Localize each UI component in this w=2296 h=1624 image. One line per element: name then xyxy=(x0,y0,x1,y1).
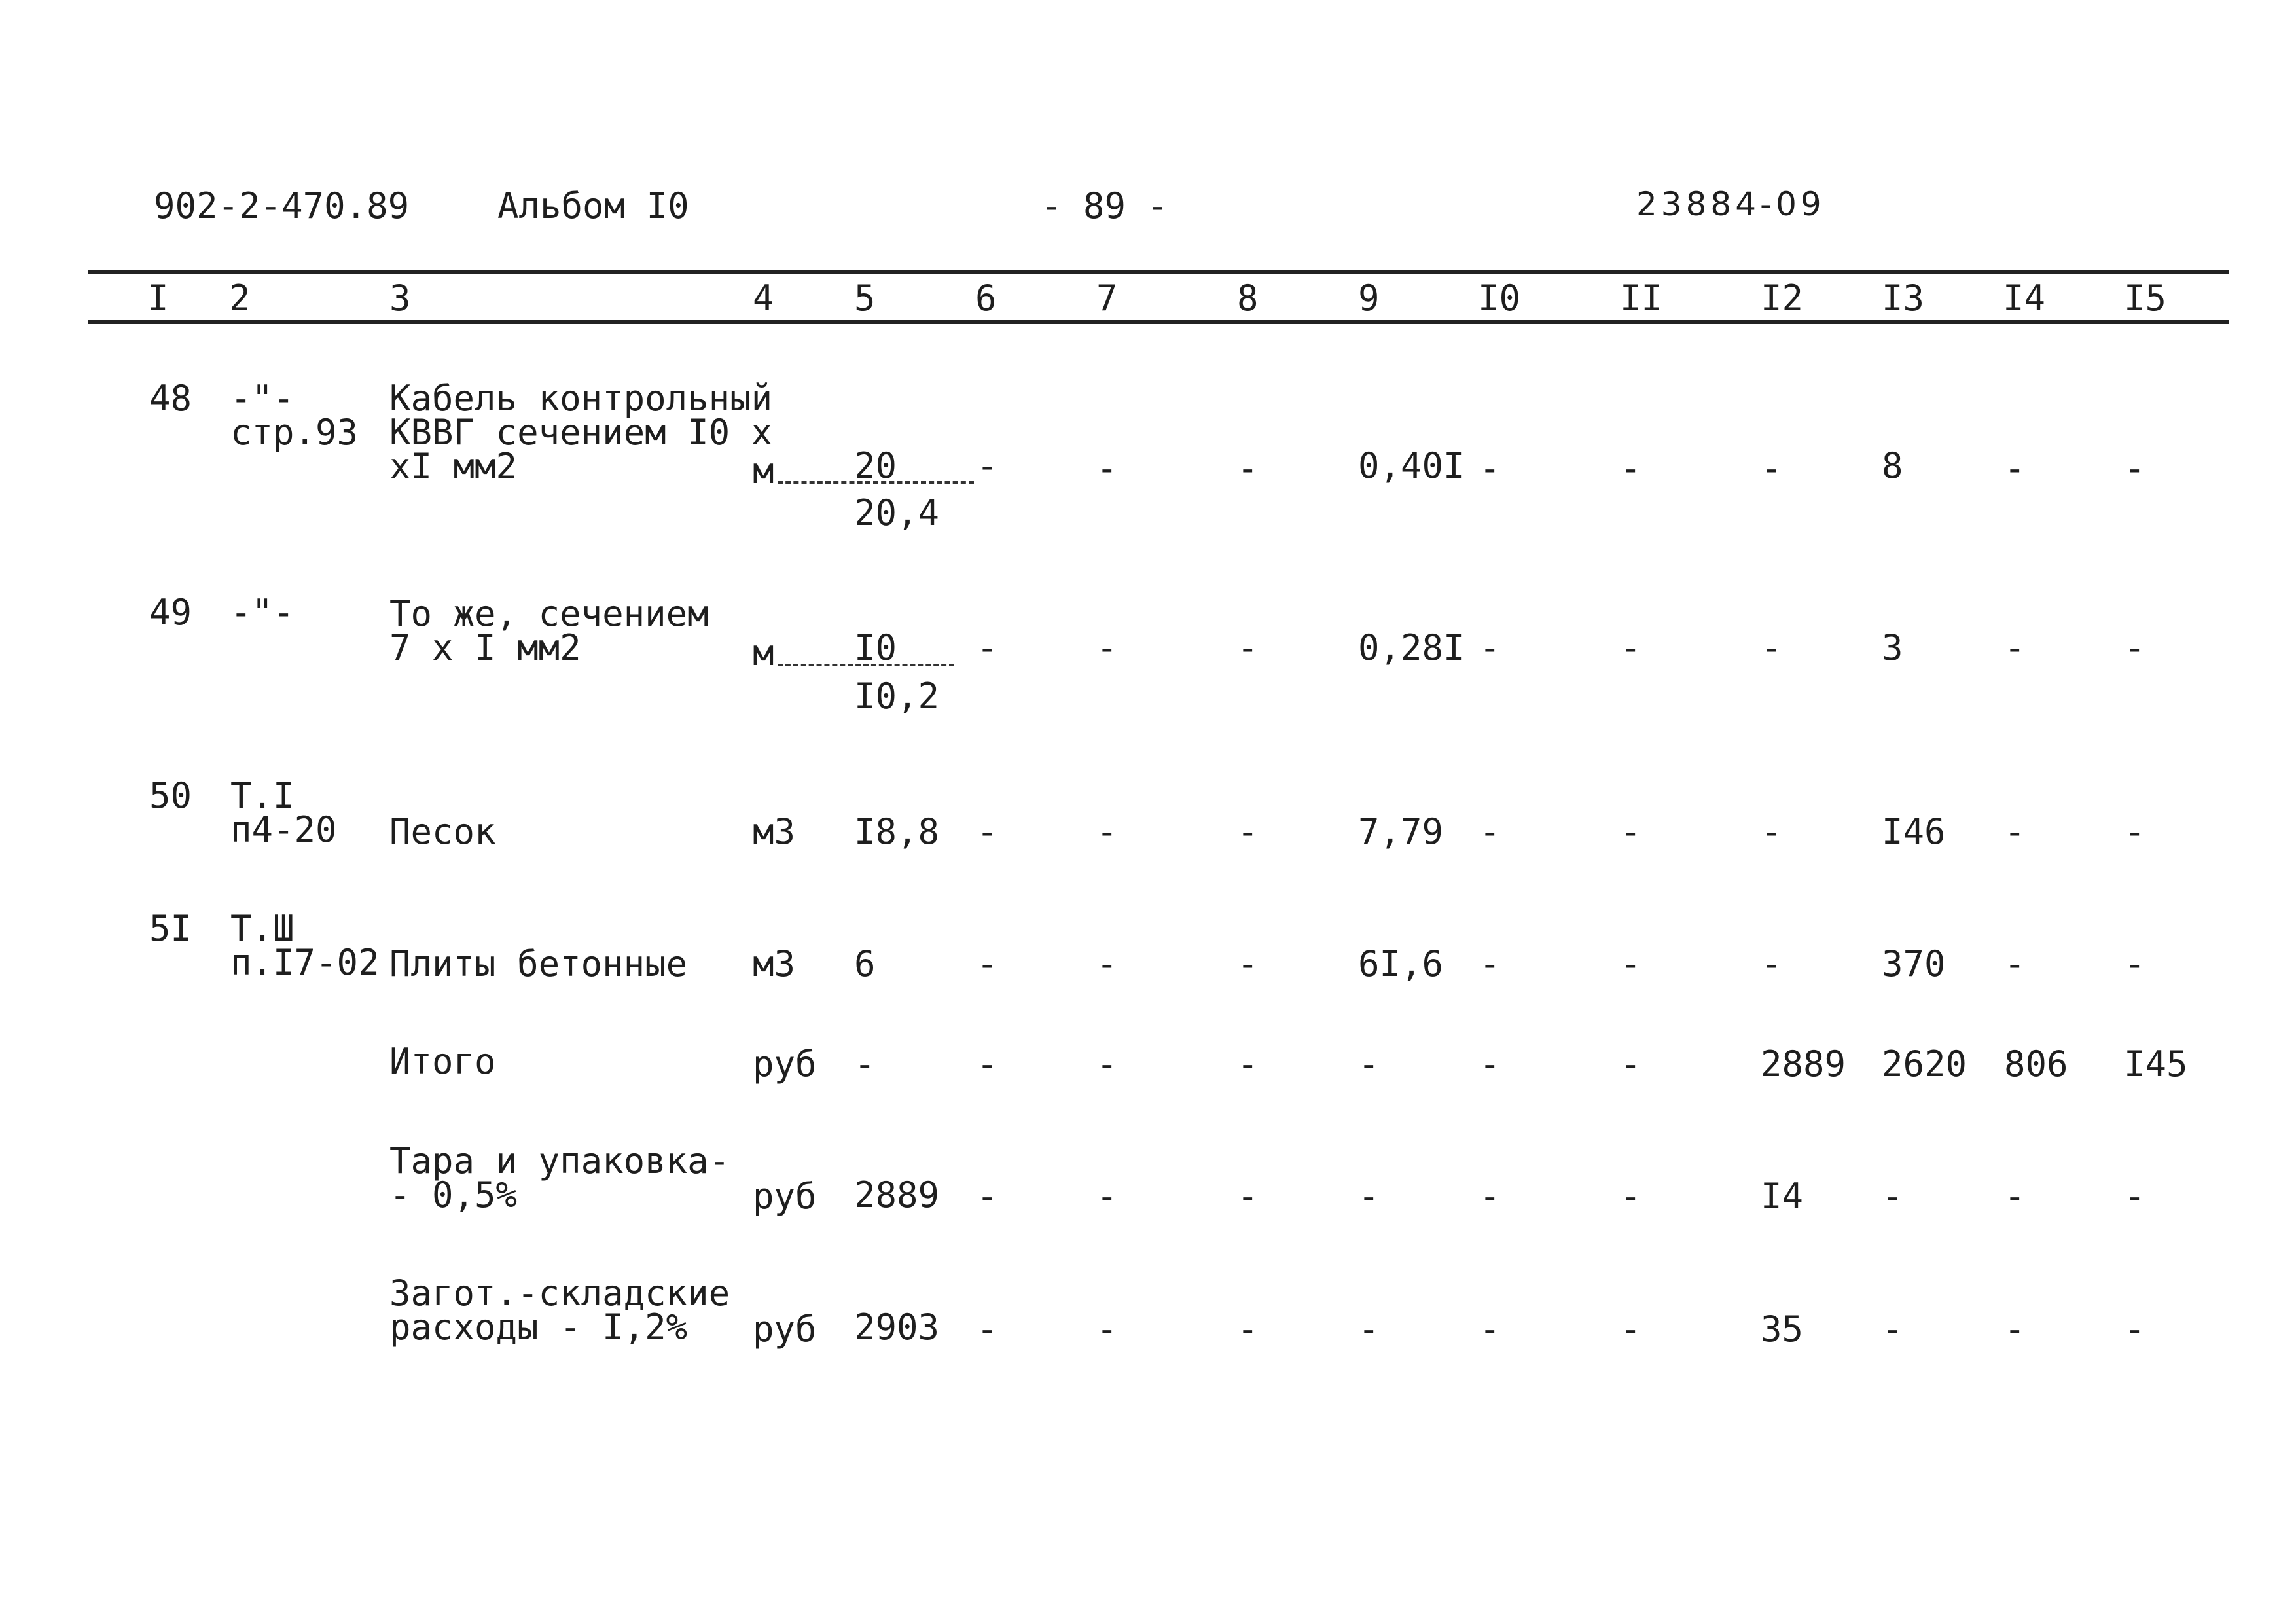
cell-col10: - xyxy=(1479,627,1501,668)
cell-col11: - xyxy=(1620,1308,1641,1350)
cell-col6: - xyxy=(977,1043,998,1085)
column-number-15: I5 xyxy=(2124,278,2167,319)
row-reference-line-2: п.I7-02 xyxy=(230,942,380,983)
row-reference-line-1: -"- xyxy=(230,592,295,633)
row-name-line-1: Кабель контрольный xyxy=(389,378,773,419)
column-number-9: 9 xyxy=(1358,278,1380,319)
cell-col13: - xyxy=(1882,1176,1903,1217)
cell-col15: - xyxy=(2124,1176,2145,1217)
row-quantity: I0 xyxy=(854,627,897,668)
row-name-line-2: КВВГ сечением I0 х xyxy=(389,412,773,453)
cell-col10: - xyxy=(1479,1043,1501,1085)
cell-col8: - xyxy=(1237,943,1259,984)
cell-col10: - xyxy=(1479,1176,1501,1217)
row-number: 48 xyxy=(149,378,192,419)
cell-col14: - xyxy=(2004,811,2026,852)
cell-col13: 2620 xyxy=(1882,1043,1967,1085)
row-reference-line-2: п4-20 xyxy=(230,809,337,850)
cell-col8: - xyxy=(1237,1043,1259,1085)
row-number: 50 xyxy=(149,775,192,816)
row-reference-line-1: Т.I xyxy=(230,775,295,816)
column-number-4: 4 xyxy=(753,278,774,319)
cell-col13: I46 xyxy=(1882,811,1946,852)
row-unit: м3 xyxy=(753,811,796,852)
cell-col12: - xyxy=(1761,943,1782,984)
total-quantity: - xyxy=(854,1043,876,1085)
cell-col13: - xyxy=(1882,1308,1903,1350)
row-quantity: 20 xyxy=(854,445,897,486)
cell-col8: - xyxy=(1237,448,1259,489)
cell-col7: - xyxy=(1096,1176,1118,1217)
cell-col14: - xyxy=(2004,448,2026,489)
total-label-line-2: расходы - I,2% xyxy=(389,1307,688,1348)
cell-col7: - xyxy=(1096,943,1118,984)
cell-col9: - xyxy=(1358,1176,1380,1217)
cell-col15: - xyxy=(2124,943,2145,984)
cell-col8: - xyxy=(1237,1176,1259,1217)
cell-col7: - xyxy=(1096,811,1118,852)
cell-col6: - xyxy=(977,1176,998,1217)
column-number-1: I xyxy=(147,278,169,319)
cell-col13: 8 xyxy=(1882,445,1903,486)
cell-col14: - xyxy=(2004,627,2026,668)
column-number-2: 2 xyxy=(229,278,251,319)
album-label: Альбом I0 xyxy=(497,185,689,226)
cell-col12: 2889 xyxy=(1761,1043,1846,1085)
column-number-11: II xyxy=(1620,278,1663,319)
row-reference-line-1: Т.Ш xyxy=(230,908,295,949)
cell-col11: - xyxy=(1620,943,1641,984)
cell-col6: - xyxy=(977,811,998,852)
row-quantity-with-losses: 20,4 xyxy=(854,492,940,533)
column-number-13: I3 xyxy=(1882,278,1925,319)
total-label-line-1: Загот.-складские xyxy=(389,1272,730,1314)
cell-col12: I4 xyxy=(1761,1176,1804,1217)
document-code: 902-2-470.89 xyxy=(154,185,410,226)
cell-col7: - xyxy=(1096,1043,1118,1085)
row-reference-line-1: -"- xyxy=(230,378,295,419)
row-name-line-3: хI мм2 xyxy=(389,446,518,487)
row-name-line-1: То же, сечением xyxy=(389,593,709,634)
column-number-8: 8 xyxy=(1237,278,1259,319)
column-number-10: I0 xyxy=(1478,278,1521,319)
cell-col11: - xyxy=(1620,448,1641,489)
table-top-rule xyxy=(88,270,2229,274)
cell-col14: - xyxy=(2004,1176,2026,1217)
cell-col7: - xyxy=(1096,448,1118,489)
row-quantity: I8,8 xyxy=(854,811,940,852)
cell-col7: - xyxy=(1096,1308,1118,1350)
total-label: Итого xyxy=(389,1041,496,1082)
total-quantity: 2889 xyxy=(854,1174,940,1216)
cell-col9: 7,79 xyxy=(1358,811,1444,852)
cell-col13: 3 xyxy=(1882,627,1903,668)
cell-col9: - xyxy=(1358,1043,1380,1085)
row-reference-line-2: стр.93 xyxy=(230,412,359,453)
cell-col12: - xyxy=(1761,627,1782,668)
page-number: - 89 - xyxy=(1041,185,1169,226)
row-number: 5I xyxy=(149,908,192,949)
cell-col14: - xyxy=(2004,943,2026,984)
total-label-line-1: Тара и упаковка- xyxy=(389,1140,730,1182)
cell-col15: - xyxy=(2124,1308,2145,1350)
cell-col15: I45 xyxy=(2124,1043,2188,1085)
cell-col13: 370 xyxy=(1882,943,1946,984)
cell-col8: - xyxy=(1237,811,1259,852)
cell-col12: 35 xyxy=(1761,1308,1804,1350)
column-number-7: 7 xyxy=(1096,278,1118,319)
column-number-14: I4 xyxy=(2003,278,2046,319)
total-label-line-2: - 0,5% xyxy=(389,1174,518,1216)
column-number-5: 5 xyxy=(854,278,876,319)
total-unit: руб xyxy=(753,1176,817,1217)
cell-col9: - xyxy=(1358,1308,1380,1350)
cell-col10: - xyxy=(1479,943,1501,984)
cell-col11: - xyxy=(1620,1043,1641,1085)
row-unit: м xyxy=(753,450,774,492)
column-number-12: I2 xyxy=(1761,278,1804,319)
cell-col10: - xyxy=(1479,1308,1501,1350)
cell-col10: - xyxy=(1479,811,1501,852)
row-name-line-1: Плиты бетонные xyxy=(389,943,688,984)
row-quantity: 6 xyxy=(854,943,876,984)
cell-col11: - xyxy=(1620,811,1641,852)
row-name-line-1: Песок xyxy=(389,811,496,852)
cell-col12: - xyxy=(1761,448,1782,489)
cell-col11: - xyxy=(1620,1176,1641,1217)
cell-col6: - xyxy=(977,627,998,668)
cell-col11: - xyxy=(1620,627,1641,668)
cell-col9: 6I,6 xyxy=(1358,943,1444,984)
column-number-6: 6 xyxy=(975,278,997,319)
total-unit: руб xyxy=(753,1308,817,1350)
cell-col6: - xyxy=(977,943,998,984)
row-number: 49 xyxy=(149,592,192,633)
cell-col12: - xyxy=(1761,811,1782,852)
cell-col14: - xyxy=(2004,1308,2026,1350)
cell-col15: - xyxy=(2124,627,2145,668)
total-quantity: 2903 xyxy=(854,1307,940,1348)
cell-col7: - xyxy=(1096,627,1118,668)
cell-col14: 806 xyxy=(2004,1043,2068,1085)
cell-col9: 0,28I xyxy=(1358,627,1465,668)
cell-col8: - xyxy=(1237,627,1259,668)
inventory-number: 23884-09 xyxy=(1636,185,1825,223)
row-unit: м3 xyxy=(753,943,796,984)
cell-col15: - xyxy=(2124,811,2145,852)
cell-col9: 0,40I xyxy=(1358,445,1465,486)
column-number-3: 3 xyxy=(389,278,411,319)
row-name-line-2: 7 х I мм2 xyxy=(389,627,581,668)
row-quantity-with-losses: I0,2 xyxy=(854,676,940,717)
row-unit: м xyxy=(753,632,774,674)
table-header-rule xyxy=(88,320,2229,324)
cell-col15: - xyxy=(2124,448,2145,489)
cell-col8: - xyxy=(1237,1308,1259,1350)
total-unit: руб xyxy=(753,1043,817,1085)
cell-col10: - xyxy=(1479,448,1501,489)
cell-col6: - xyxy=(977,445,998,486)
cell-col6: - xyxy=(977,1308,998,1350)
